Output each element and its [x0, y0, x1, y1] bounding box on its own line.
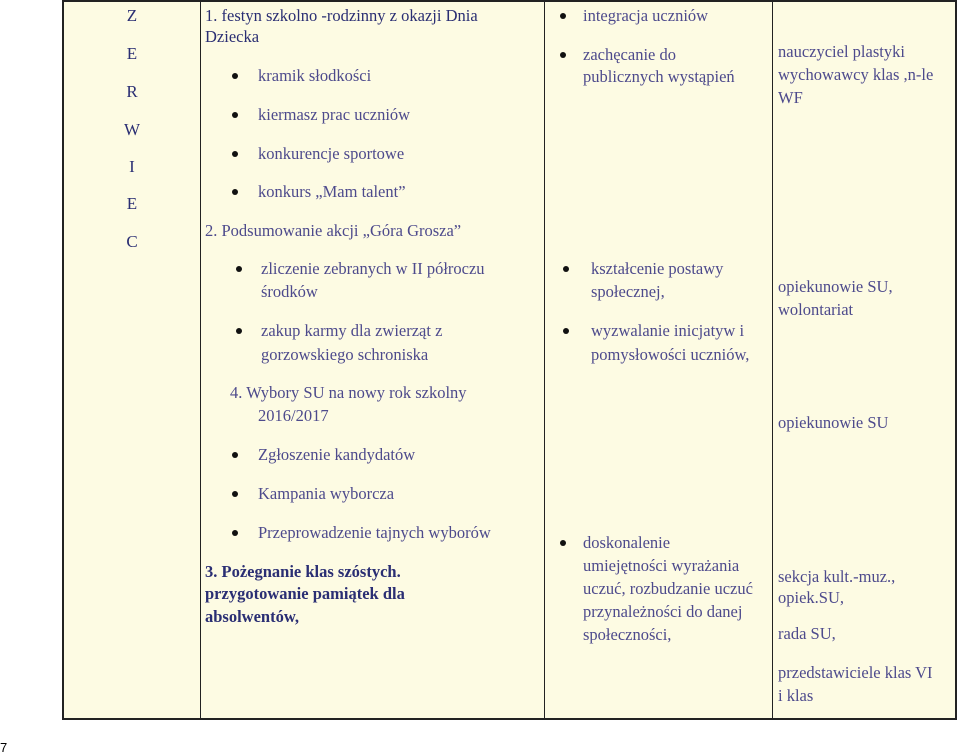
month-letter: E [126, 194, 138, 213]
list-item: kramik słodkości [258, 66, 372, 85]
goal-item-cont: uczuć, rozbudzanie uczuć [583, 579, 753, 598]
goal-item-cont: umiejętności wyrażania [583, 556, 740, 575]
bullet-icon [232, 530, 238, 536]
responsible-person: wolontariat [778, 300, 854, 319]
event-title-cont: 2016/2017 [258, 406, 329, 425]
responsible-person: i klas [778, 686, 814, 705]
goal-item: kształcenie postawy [591, 259, 724, 278]
event-title-cont: Dziecka [205, 27, 260, 46]
event-desc-bold: przygotowanie pamiątek dla [205, 584, 405, 603]
bullet-icon [232, 491, 238, 497]
bullet-icon [560, 540, 566, 546]
responsible-person: WF [778, 88, 803, 107]
goal-item: wyzwalanie inicjatyw i [591, 321, 745, 340]
bullet-icon [232, 452, 238, 458]
bullet-icon [563, 266, 569, 272]
goal-item-cont: społecznej, [591, 282, 665, 301]
bullet-icon [232, 151, 238, 157]
bullet-icon [232, 112, 238, 118]
responsible-person: opiek.SU, [778, 588, 844, 607]
bullet-icon [563, 328, 569, 334]
responsible-person: sekcja kult.-muz., [778, 567, 896, 586]
responsible-person: opiekunowie SU, [778, 277, 893, 296]
goal-item-cont: społeczności, [583, 625, 672, 644]
column-divider [772, 2, 773, 718]
event-title: 4. Wybory SU na nowy rok szkolny [230, 383, 467, 402]
event-desc-bold: absolwentów, [205, 607, 299, 626]
column-divider [200, 2, 201, 718]
schedule-table [62, 0, 957, 720]
responsible-person: nauczyciel plastyki [778, 42, 905, 61]
responsible-person: przedstawiciele klas VI [778, 663, 933, 682]
goal-item: integracja uczniów [583, 6, 709, 25]
list-item: Zgłoszenie kandydatów [258, 445, 416, 464]
column-divider [544, 2, 545, 718]
goal-item-cont: pomysłowości uczniów, [591, 345, 750, 364]
responsible-person: wychowawcy klas ,n-le [778, 65, 934, 84]
goal-item-cont: publicznych wystąpień [583, 67, 735, 86]
responsible-person: opiekunowie SU [778, 413, 889, 432]
list-item: konkurencje sportowe [258, 144, 405, 163]
bullet-icon [560, 52, 566, 58]
list-item: konkurs „Mam talent” [258, 182, 406, 201]
goal-item-cont: przynależności do danej [583, 602, 743, 621]
bullet-icon [236, 266, 242, 272]
event-title-bold: 3. Pożegnanie klas szóstych. [205, 562, 401, 581]
list-item: zliczenie zebranych w II półroczu [261, 259, 485, 278]
bullet-icon [236, 328, 242, 334]
bullet-icon [232, 189, 238, 195]
list-item: Przeprowadzenie tajnych wyborów [258, 523, 491, 542]
responsible-person: rada SU, [778, 624, 836, 643]
list-item-cont: gorzowskiego schroniska [261, 345, 429, 364]
month-letter: C [126, 232, 138, 251]
bullet-icon [232, 73, 238, 79]
list-item: kiermasz prac uczniów [258, 105, 411, 124]
list-item: zakup karmy dla zwierząt z [261, 321, 443, 340]
bullet-icon [560, 13, 566, 19]
month-letter: I [129, 157, 135, 176]
goal-item: doskonalenie [583, 533, 671, 552]
month-letter: W [123, 120, 141, 139]
month-letter: R [126, 82, 138, 101]
month-letter: Z [126, 6, 138, 25]
goal-item: zachęcanie do [583, 45, 676, 64]
month-letter: E [126, 44, 138, 63]
event-title: 1. festyn szkolno -rodzinny z okazji Dnia [205, 6, 478, 25]
page-number: 7 [0, 740, 8, 755]
list-item: Kampania wyborcza [258, 484, 395, 503]
list-item-cont: środków [261, 282, 318, 301]
event-title: 2. Podsumowanie akcji „Góra Grosza” [205, 221, 462, 240]
